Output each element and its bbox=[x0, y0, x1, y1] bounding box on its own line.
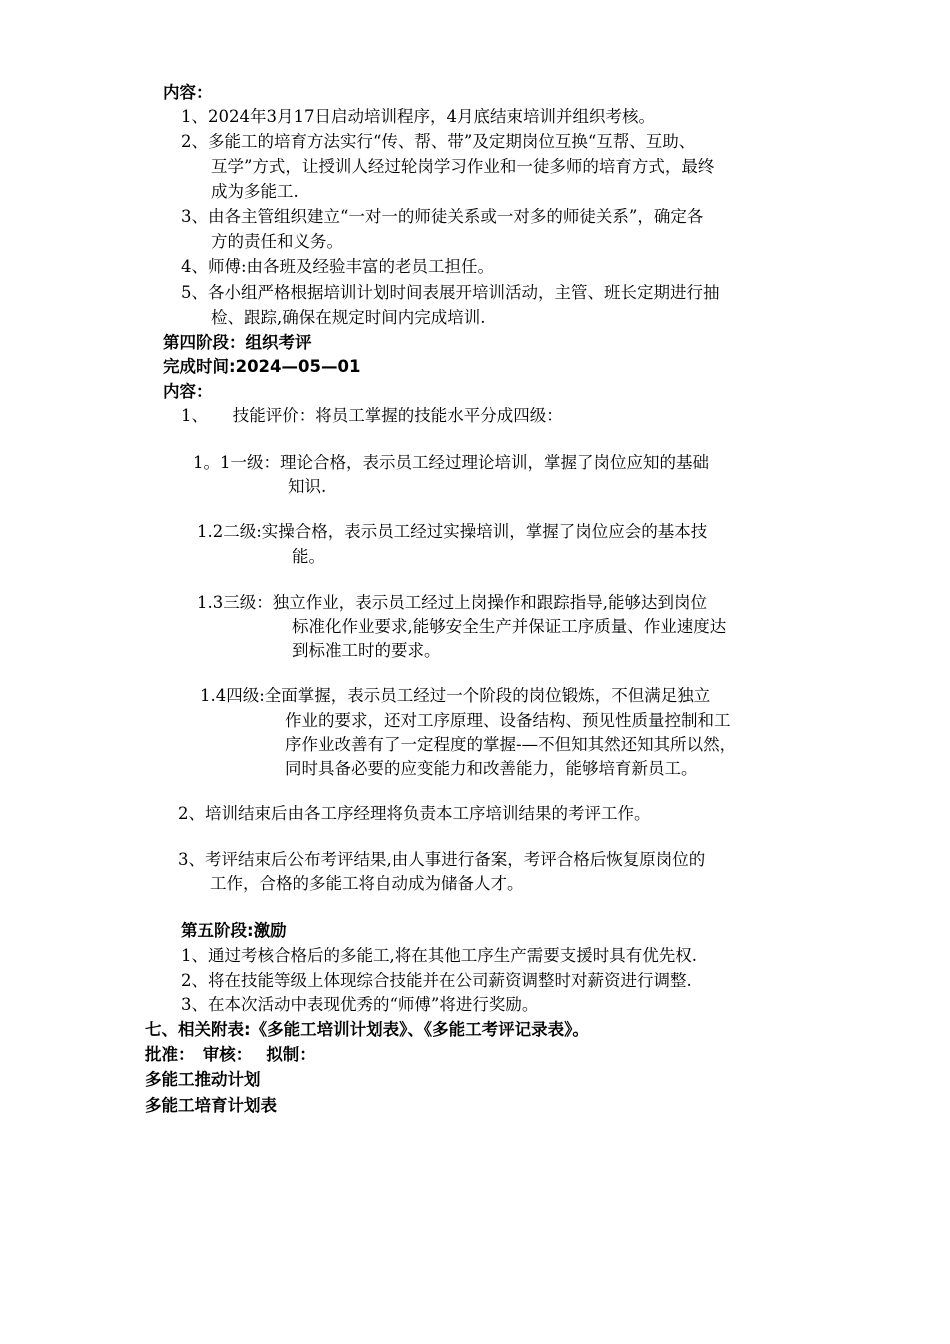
approval-line: 批准： 审核： 拟制： bbox=[145, 1045, 316, 1064]
content-heading: 内容： bbox=[163, 83, 213, 102]
section-title: 多能工推动计划 bbox=[145, 1070, 261, 1089]
stage3-item-3: 3、由各主管组织建立“一对一的师徒关系或一对多的师徒关系”，确定各 bbox=[181, 207, 704, 226]
stage3-item-2-cont: 互学”方式，让授训人经过轮岗学习作业和一徒多师的培育方式，最终 bbox=[211, 157, 715, 176]
level-3-cont: 到标准工时的要求。 bbox=[292, 641, 441, 660]
level-4: 1.4四级:全面掌握，表示员工经过一个阶段的岗位锻炼，不但满足独立 bbox=[200, 686, 711, 705]
level-2: 1.2二级:实操合格，表示员工经过实操培训，掌握了岗位应会的基本技 bbox=[197, 522, 708, 541]
level-3-cont: 标准化作业要求,能够安全生产并保证工序质量、作业速度达 bbox=[292, 617, 727, 636]
level-2-cont: 能。 bbox=[292, 547, 325, 566]
content-heading: 内容： bbox=[163, 382, 213, 401]
stage4-item-1: 1、 技能评价：将员工掌握的技能水平分成四级： bbox=[181, 406, 563, 425]
stage5-item-2: 2、将在技能等级上体现综合技能并在公司薪资调整时对薪资进行调整. bbox=[181, 971, 692, 990]
stage3-item-1: 1、2024年3月17日启动培训程序，4月底结束培训并组织考核。 bbox=[181, 107, 655, 126]
stage4-item-2: 2、培训结束后由各工序经理将负责本工序培训结果的考评工作。 bbox=[178, 804, 651, 823]
level-4-cont: 序作业改善有了一定程度的掌握-—不但知其然还知其所以然， bbox=[285, 735, 737, 754]
level-3: 1.3三级：独立作业，表示员工经过上岗操作和跟踪指导,能够达到岗位 bbox=[197, 593, 707, 612]
stage3-item-5: 5、各小组严格根据培训计划时间表展开培训活动，主管、班长定期进行抽 bbox=[181, 283, 720, 302]
stage3-item-3-cont: 方的责任和义务。 bbox=[211, 232, 343, 251]
stage4-item-3-cont: 工作，合格的多能工将自动成为储备人才。 bbox=[210, 874, 524, 893]
stage5-item-1: 1、通过考核合格后的多能工,将在其他工序生产需要支援时具有优先权. bbox=[181, 946, 697, 965]
section-title: 多能工培育计划表 bbox=[145, 1096, 277, 1115]
level-1-cont: 知识. bbox=[288, 477, 327, 496]
completion-time: 完成时间:2024—05—01 bbox=[163, 357, 361, 376]
stage4-item-3: 3、考评结束后公布考评结果,由人事进行备案，考评合格后恢复原岗位的 bbox=[178, 850, 706, 869]
stage3-item-2: 2、多能工的培育方法实行“传、帮、带”及定期岗位互换“互帮、互助、 bbox=[181, 132, 696, 151]
stage3-item-4: 4、师傅:由各班及经验丰富的老员工担任。 bbox=[181, 257, 495, 276]
level-4-cont: 作业的要求，还对工序原理、设备结构、预见性质量控制和工 bbox=[285, 711, 731, 730]
stage5-item-3: 3、在本次活动中表现优秀的“师傅”将进行奖励。 bbox=[181, 995, 539, 1014]
stage5-heading: 第五阶段:激励 bbox=[181, 921, 287, 940]
stage4-heading: 第四阶段：组织考评 bbox=[163, 333, 312, 352]
level-4-cont: 同时具备必要的应变能力和改善能力，能够培育新员工。 bbox=[285, 759, 698, 778]
appendix-line: 七、相关附表:《多能工培训计划表》、《多能工考评记录表》。 bbox=[145, 1020, 589, 1039]
level-1: 1。1一级：理论合格，表示员工经过理论培训，掌握了岗位应知的基础 bbox=[193, 453, 709, 472]
stage3-item-5-cont: 检、跟踪,确保在规定时间内完成培训. bbox=[211, 308, 486, 327]
stage3-item-2-cont: 成为多能工. bbox=[211, 182, 299, 201]
